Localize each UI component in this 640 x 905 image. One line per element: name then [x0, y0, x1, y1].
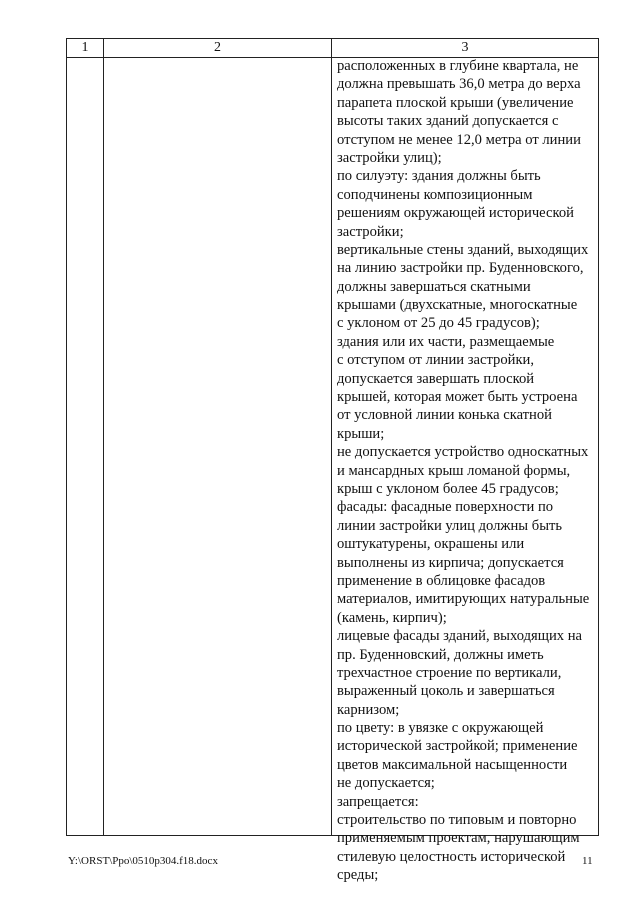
- text-line: лицевые фасады зданий, выходящих на: [337, 628, 583, 645]
- column-divider-1: [103, 39, 104, 835]
- text-line: материалов, имитирующих натуральные: [337, 591, 590, 608]
- text-line: от условной линии конька скатной: [337, 407, 552, 424]
- column-header-2: 2: [214, 40, 221, 55]
- text-line: (камень, кирпич);: [337, 609, 447, 626]
- text-line: применение в облицовке фасадов: [337, 572, 546, 589]
- text-line: исторической застройкой; применение: [337, 738, 578, 755]
- text-line: линии застройки улиц должны быть: [337, 517, 563, 534]
- text-line: застройки улиц);: [337, 149, 442, 166]
- text-line: допускается завершать плоской: [337, 370, 535, 387]
- text-line: на линию застройки пр. Буденновского,: [337, 260, 584, 277]
- text-line: здания или их части, размещаемые: [337, 333, 555, 350]
- text-line: с отступом от линии застройки,: [337, 352, 534, 369]
- text-line: запрещается:: [337, 793, 419, 810]
- text-line: крыш с уклоном более 45 градусов;: [337, 480, 559, 497]
- text-line: не допускается устройство односкатных: [337, 444, 589, 461]
- column-header-3: 3: [461, 40, 469, 55]
- text-line: оштукатурены, окрашены или: [337, 536, 525, 553]
- text-line: должна превышать 36,0 метра до верха: [337, 76, 581, 93]
- text-line: строительство по типовым и повторно: [337, 812, 577, 829]
- text-line: с уклоном от 25 до 45 градусов);: [337, 315, 540, 332]
- text-line: не допускается;: [337, 775, 435, 792]
- text-line: трехчастное строение по вертикали,: [337, 664, 562, 681]
- text-line: крыши;: [337, 425, 385, 442]
- text-line: по цвету: в увязке с окружающей: [337, 720, 544, 737]
- column-header-1: 1: [81, 40, 89, 55]
- text-line: и мансардных крыш ломаной формы,: [337, 462, 571, 479]
- text-line: карнизом;: [337, 701, 400, 718]
- footer-page-number: 11: [582, 855, 593, 867]
- text-line: крышами (двухскатные, многоскатные: [337, 297, 578, 314]
- text-line: отступом не менее 12,0 метра от линии: [337, 131, 581, 148]
- text-line: должны завершаться скатными: [337, 278, 531, 295]
- text-line: соподчинены композиционным: [337, 186, 533, 203]
- footer-file-path: Y:\ORST\Ppo\0510p304.f18.docx: [68, 855, 218, 867]
- text-line: высоты таких зданий допускается с: [337, 113, 559, 130]
- text-line: среды;: [337, 867, 379, 884]
- text-line: цветов максимальной насыщенности: [337, 756, 568, 773]
- text-line: крышей, которая может быть устроена: [337, 389, 578, 406]
- text-line: применяемым проектам, нарушающим: [337, 830, 580, 847]
- text-line: пр. Буденновский, должны иметь: [337, 646, 544, 663]
- text-line: выраженный цоколь и завершаться: [337, 683, 555, 700]
- text-line: расположенных в глубине квартала, не: [337, 58, 579, 74]
- text-line: стилевую целостность исторической: [337, 848, 566, 865]
- text-line: застройки;: [337, 223, 404, 240]
- text-line: по силуэту: здания должны быть: [337, 168, 541, 185]
- text-line: парапета плоской крыши (увеличение: [337, 94, 574, 111]
- text-line: вертикальные стены зданий, выходящих: [337, 241, 589, 258]
- text-line: фасады: фасадные поверхности по: [337, 499, 554, 516]
- text-line: выполнены из кирпича; допускается: [337, 554, 564, 571]
- text-line: решениям окружающей исторической: [337, 205, 574, 222]
